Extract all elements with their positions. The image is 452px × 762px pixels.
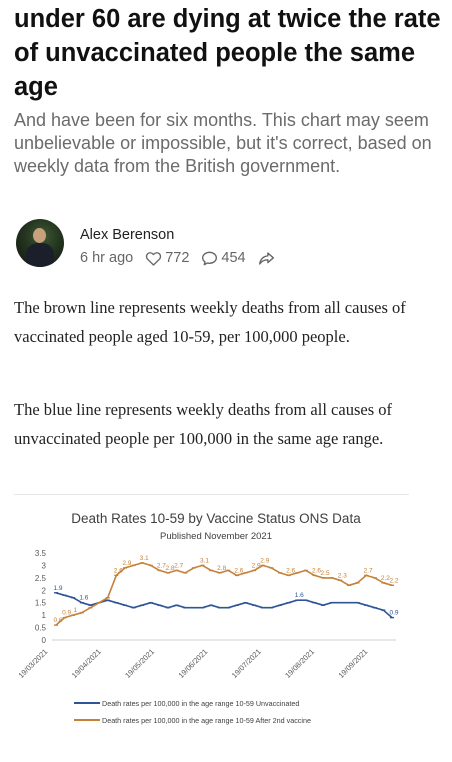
x-tick-label: 19/06/2021 [176, 647, 210, 680]
y-tick-label: 0.5 [34, 623, 46, 633]
heart-icon [145, 250, 162, 266]
share-icon [258, 250, 275, 266]
article-headline: under 60 are dying at twice the rate of unvaccinated people the same age [14, 5, 441, 101]
author-avatar[interactable] [16, 219, 64, 267]
data-label: 2.6 [286, 567, 296, 575]
like-count: 772 [165, 250, 190, 266]
data-label: 1.6 [79, 594, 89, 602]
paragraph-blue-line: The blue line represents weekly deaths from all causes of unvaccinated people per 100,000 in the same age range. [14, 400, 392, 448]
post-time: 6 hr ago [80, 250, 134, 266]
avatar-head [33, 228, 46, 243]
data-label: 1.6 [294, 592, 304, 600]
data-label: 2.8 [217, 564, 227, 572]
data-label: 3.1 [199, 557, 209, 565]
y-tick-label: 3 [41, 561, 46, 571]
x-tick-label: 19/07/2021 [229, 647, 263, 680]
death-rates-chart [14, 495, 409, 741]
x-tick-label: 19/03/2021 [16, 647, 50, 680]
y-tick-label: 2.5 [34, 573, 46, 583]
data-label: 1 [73, 607, 78, 615]
data-label: 2.9 [260, 557, 270, 565]
data-label: 2.6 [311, 567, 321, 575]
y-tick-label: 0 [41, 636, 46, 645]
data-label: 2.9 [122, 559, 132, 567]
x-tick-label: 19/08/2021 [283, 647, 317, 680]
y-tick-label: 1 [41, 611, 46, 621]
data-label: 0.9 [62, 609, 72, 617]
y-axis [35, 549, 47, 645]
data-label: 2.9 [251, 562, 261, 570]
data-label: 0.9 [389, 609, 399, 617]
data-label: 1.9 [53, 584, 63, 592]
paragraph-brown-line: The brown line represents weekly deaths from all causes of vaccinated people aged 10-59, per 100,000 people. [14, 298, 406, 346]
x-tick-label: 19/04/2021 [69, 647, 103, 680]
chart-legend [74, 699, 311, 725]
legend-label: Death rates per 100,000 in the age range 10-59 Unvaccinated [102, 699, 300, 708]
avatar-body [26, 243, 54, 267]
chart-container [14, 494, 409, 741]
data-label: 2.7 [174, 562, 184, 570]
y-tick-label: 1.5 [34, 598, 46, 608]
data-labels [53, 555, 398, 624]
data-label: 2.2 [380, 574, 390, 582]
chart-subtitle: Published November 2021 [160, 531, 272, 542]
x-axis [17, 640, 396, 680]
share-button[interactable] [258, 250, 275, 266]
data-label: 2.6 [234, 567, 244, 575]
chart-title: Death Rates 10-59 by Vaccine Status ONS Data [71, 511, 361, 526]
author-name[interactable]: Alex Berenson [80, 227, 175, 243]
data-label: 2.7 [156, 562, 166, 570]
byline [16, 219, 436, 271]
data-label: 0.6 [53, 617, 63, 625]
data-label: 2.8 [165, 564, 175, 572]
comment-icon [201, 250, 218, 266]
article-subtitle: And have been for six months. This chart may seem unbelievable or impossible, but it's correct, based on weekly data from the British government. [14, 110, 432, 176]
data-label: 2.5 [320, 569, 330, 577]
data-label: 2.3 [337, 572, 347, 580]
comment-count: 454 [221, 250, 246, 266]
post-meta [80, 250, 275, 266]
y-tick-label: 3.5 [34, 549, 46, 558]
y-tick-label: 2 [41, 586, 46, 596]
data-label: 3.1 [139, 554, 149, 562]
x-tick-label: 19/05/2021 [123, 647, 157, 680]
data-label: 2.2 [389, 577, 399, 585]
x-tick-label: 19/09/2021 [336, 647, 370, 680]
data-label: 2.6 [113, 567, 123, 575]
legend-label: Death rates per 100,000 in the age range 10-59 After 2nd vaccine [102, 716, 311, 725]
series-line-0 [56, 593, 392, 618]
comment-button[interactable] [201, 250, 245, 266]
like-button[interactable] [145, 250, 189, 266]
data-label: 2.7 [363, 567, 373, 575]
